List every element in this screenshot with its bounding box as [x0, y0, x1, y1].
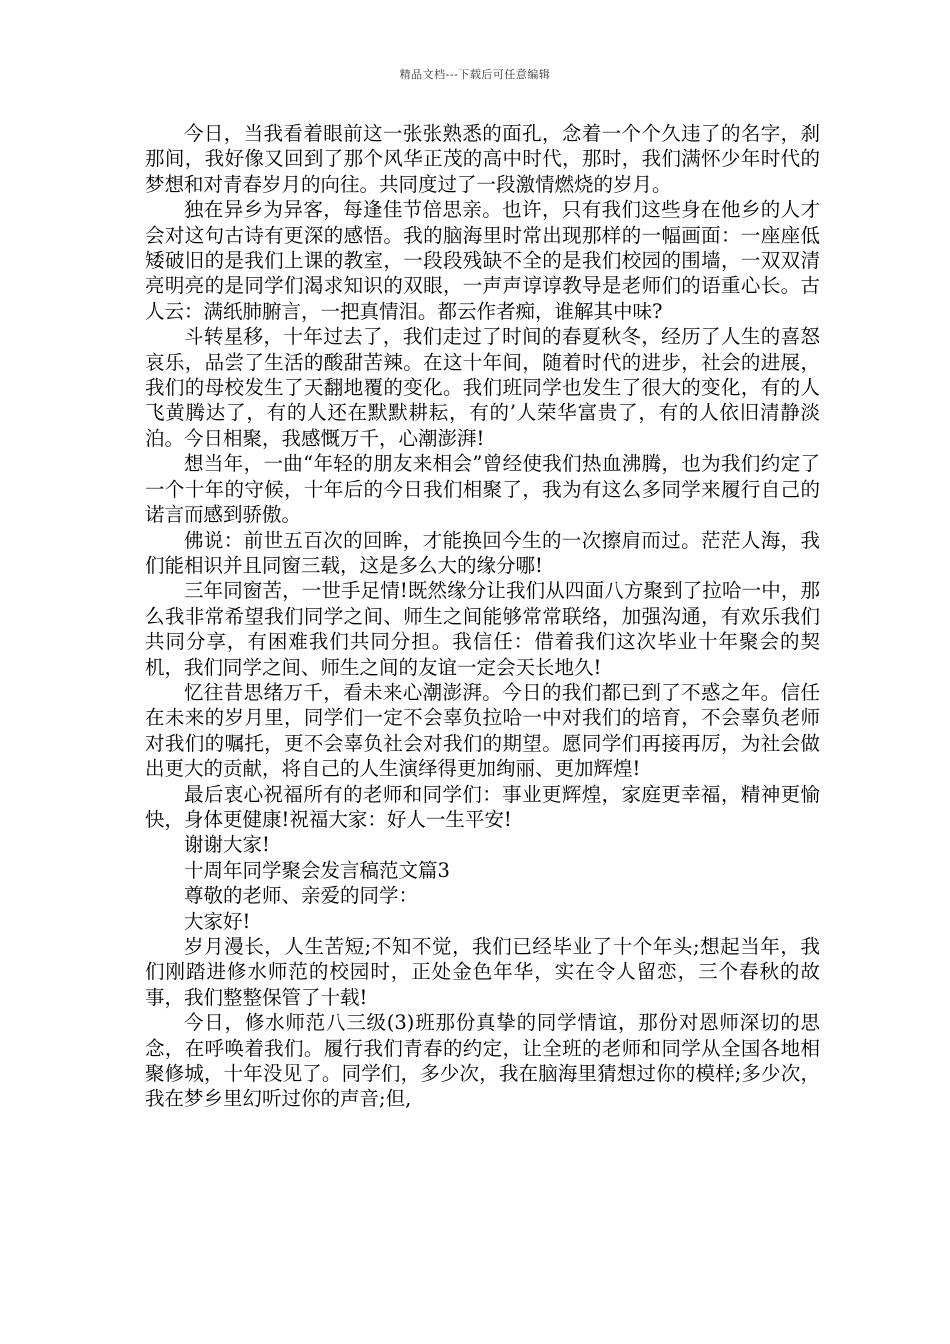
paragraph-9: 谢谢大家!	[184, 833, 270, 857]
paragraph-6: 三年同窗苦，一世手足情!既然缘分让我们从四面八方聚到了拉哈一中，那么我非常希望我们同学之间、师生之间能够常常联络，加强沟通，有欢乐我们共同分享，有困难我们共同分担。我信任：借着我们这次毕业十年聚会的契机，我们同学之间、师生之间的友谊一定会天长地久!	[145, 579, 820, 679]
paragraph-2: 独在异乡为异客，每逢佳节倍思亲。也许，只有我们这些身在他乡的人才会对这句古诗有更深的感悟。我的脑海里时常出现那样的一幅画面：一座座低矮破旧的是我们上课的教室，一段段残缺不全的是我们校园的围墙，一双双清亮明亮的是同学们渴求知识的双眼，一声声谆谆教导是老师们的语重心长。古人云：满纸肺腑言，一把真情泪。都云作者痴，谁解其中味?	[145, 198, 820, 323]
salutation: 尊敬的老师、亲爱的同学：	[184, 884, 419, 908]
paragraph-1: 今日，当我看着眼前这一张张熟悉的面孔，念着一个个久违了的名字，刹那间，我好像又回到了那个风华正茂的高中时代，那时，我们满怀少年时代的梦想和对青春岁月的向往。共同度过了一段激情燃烧的岁月。	[145, 122, 820, 196]
document-body	[145, 121, 820, 1112]
paragraph-13: 岁月漫长，人生苦短;不知不觉，我们已经毕业了十个年头;想起当年，我们刚踏进修水师范的校园时，正处金色年华，实在令人留恋，三个春秋的故事，我们整整保管了十载!	[145, 935, 820, 1009]
section-heading: 十周年同学聚会发言稿范文篇3	[184, 858, 450, 882]
paragraph-8: 最后衷心祝福所有的老师和同学们：事业更辉煌，家庭更幸福，精神更愉快，身体更健康!祝福大家：好人一生平安!	[145, 782, 820, 831]
paragraph-7: 忆往昔思绪万千，看未来心潮澎湃。今日的我们都已到了不惑之年。信任在未来的岁月里，同学们一定不会辜负拉哈一中对我们的培育，不会辜负老师对我们的嘱托，更不会辜负社会对我们的期望。愿同学们再接再厉，为社会做出更大的贡献，将自己的人生演绎得更加绚丽、更加辉煌!	[145, 680, 820, 781]
greeting: 大家好!	[184, 909, 251, 933]
paragraph-4: 想当年，一曲“年轻的朋友来相会”曾经使我们热血沸腾，也为我们约定了一个十年的守候，十年后的今日我们相聚了，我为有这么多同学来履行自己的诺言而感到骄傲。	[145, 452, 820, 527]
paragraph-5: 佛说：前世五百次的回眸，才能换回今生的一次擦肩而过。茫茫人海，我们能相识并且同窗三载，这是多么大的缘分哪!	[145, 528, 820, 577]
paragraph-14: 今日，修水师范八三级(3)班那份真挚的同学情谊，那份对恩师深切的思念，在呼唤着我们。履行我们青春的约定，让全班的老师和同学从全国各地相聚修城，十年没见了。同学们，多少次，我在脑海里猜想过你的模样;多少次，我在梦乡里幻听过你的声音;但,	[145, 1011, 820, 1111]
paragraph-3: 斗转星移，十年过去了，我们走过了时间的春夏秋冬，经历了人生的喜怒哀乐，品尝了生活的酸甜苦辣。在这十年间，随着时代的进步，社会的进展，我们的母校发生了天翻地覆的变化。我们班同学也发生了很大的变化，有的人飞黄腾达了，有的人还在默默耕耘，有的’人荣华富贵了，有的人依旧清静淡泊。今日相聚，我感慨万千，心潮澎湃!	[145, 325, 820, 450]
header-note: 精品文档---下载后可任意编辑	[399, 68, 551, 81]
